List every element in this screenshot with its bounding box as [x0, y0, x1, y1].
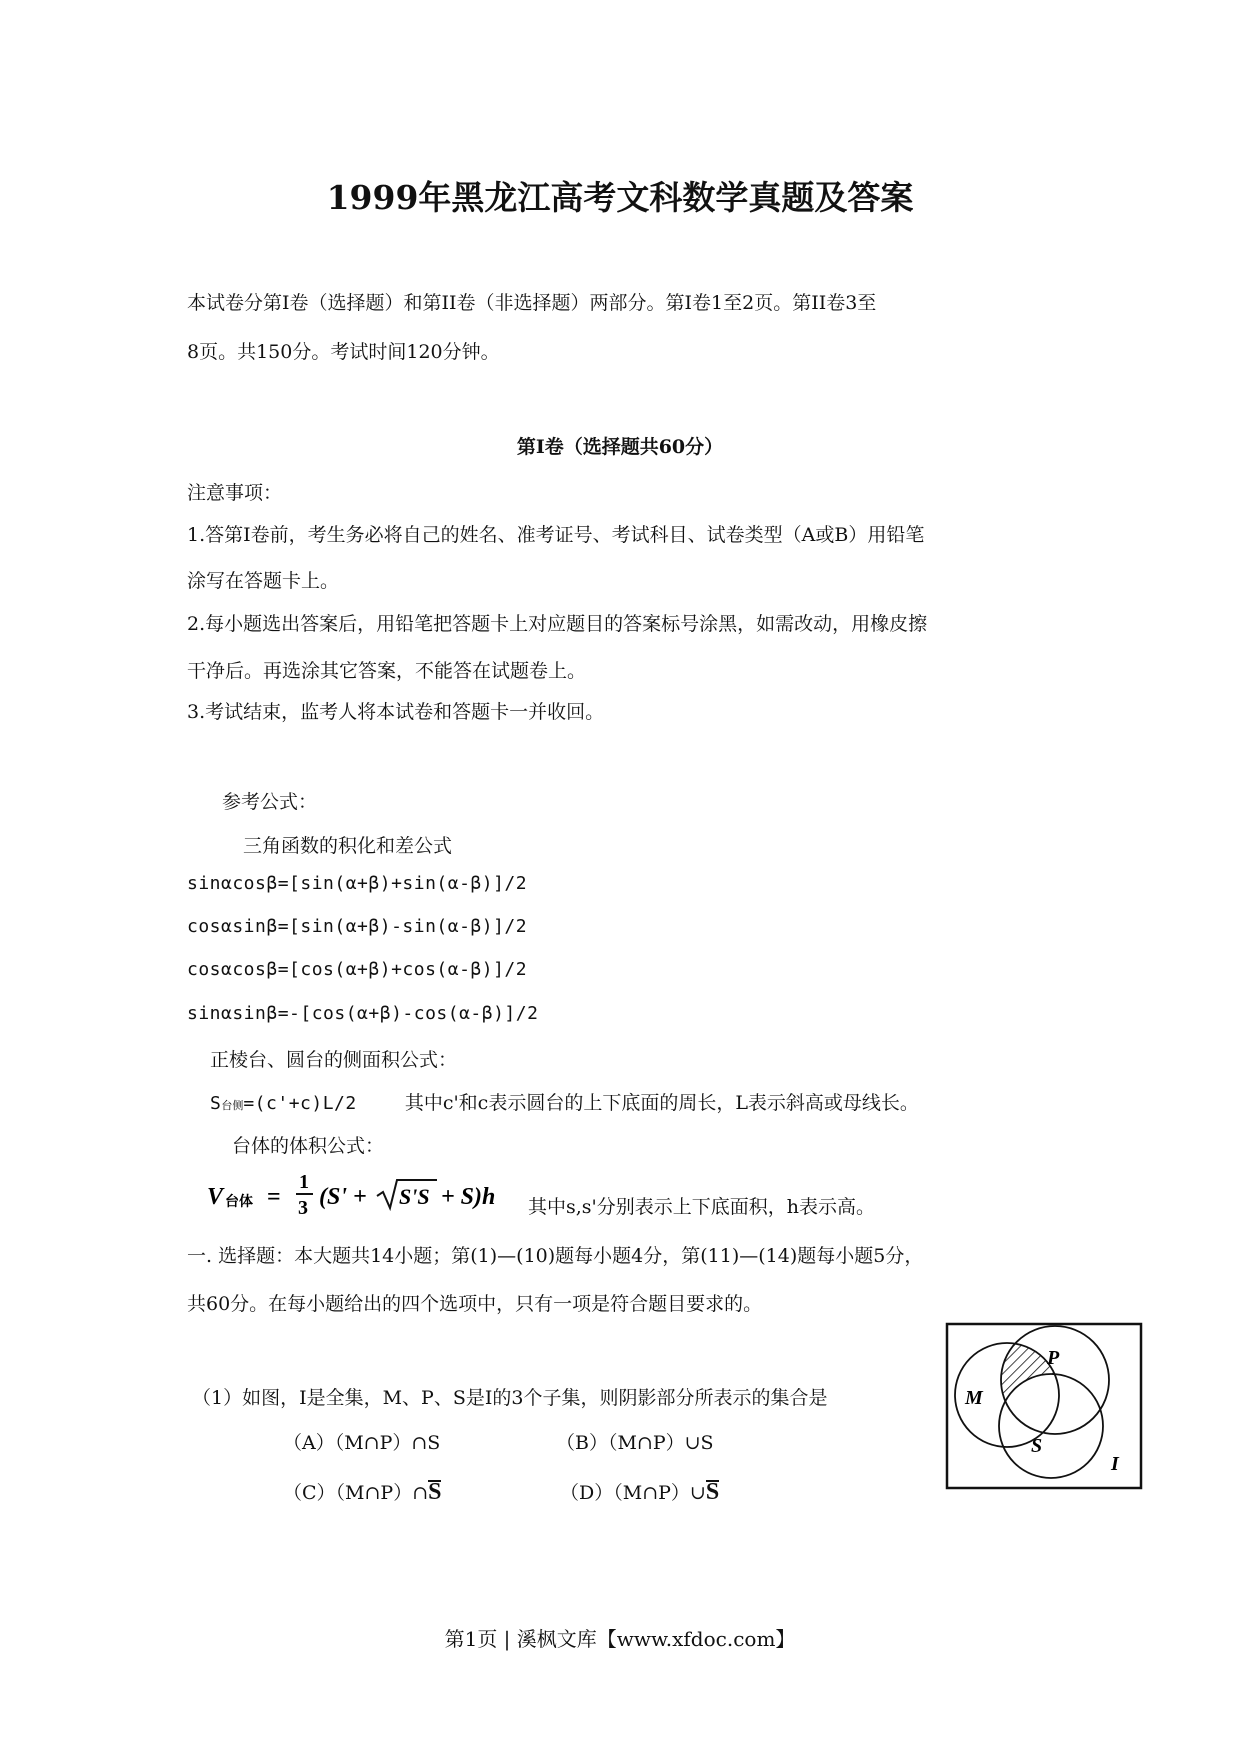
svg-text:1: 1	[299, 1171, 309, 1193]
svg-text:+ S)h: + S)h	[441, 1184, 496, 1210]
svg-text:=: =	[267, 1184, 281, 1210]
lateral-description: 其中c'和c表示圆台的上下底面的周长，L表示斜高或母线长。	[404, 1092, 919, 1114]
note-1-line-2: 涂写在答题卡上。	[187, 570, 340, 592]
label-i: I	[1111, 1453, 1119, 1475]
complement-s-d: S	[705, 1479, 720, 1505]
label-s: S	[1031, 1435, 1043, 1457]
trig-formula-3: cosαcosβ=[cos(α+β)+cos(α-β)]/2	[187, 959, 528, 980]
part1-line-2: 共60分。在每小题给出的四个选项中，只有一项是符合题目要求的。	[187, 1293, 763, 1315]
q1-option-b: （B）（M∩P）∪S	[556, 1432, 714, 1454]
lateral-subscript: 台侧	[221, 1099, 244, 1112]
lateral-area-formula	[210, 1088, 919, 1115]
svg-text:台体: 台体	[225, 1194, 253, 1210]
notes-heading: 注意事项：	[187, 482, 283, 504]
lateral-S: S	[210, 1093, 222, 1114]
formulas-heading: 参考公式：	[222, 791, 318, 813]
intro-line-2: 8页。共150分。考试时间120分钟。	[187, 341, 500, 363]
svg-text:(S' +: (S' +	[319, 1184, 367, 1210]
lateral-area-heading: 正棱台、圆台的侧面积公式：	[210, 1049, 458, 1071]
svg-text:V: V	[207, 1184, 224, 1210]
part1-line-1: 一. 选择题：本大题共14小题；第(1)—(10)题每小题4分，第(11)—(14)题每小题5分，	[187, 1245, 924, 1267]
svg-text:S'S: S'S	[399, 1184, 430, 1209]
q1-option-d-text: （D）（M∩P）∪	[560, 1482, 706, 1504]
note-2-line-2: 干净后。再选涂其它答案，不能答在试题卷上。	[187, 660, 587, 682]
q1-option-a: （A）（M∩P）∩S	[283, 1432, 441, 1454]
volume-heading: 台体的体积公式：	[232, 1135, 385, 1157]
trig-formula-4: sinαsinβ=-[cos(α+β)-cos(α-β)]/2	[187, 1003, 539, 1024]
trig-formula-2: cosαsinβ=[sin(α+β)-sin(α-β)]/2	[187, 916, 528, 937]
q1-option-c	[283, 1478, 441, 1506]
q1-option-d	[560, 1478, 719, 1506]
note-2-line-1: 2.每小题选出答案后，用铅笔把答题卡上对应题目的答案标号涂黑，如需改动，用橡皮擦	[187, 613, 928, 635]
note-1-line-1: 1.答第Ⅰ卷前，考生务必将自己的姓名、准考证号、考试科目、试卷类型（A或B）用铅笔	[187, 524, 925, 546]
label-p: P	[1047, 1347, 1060, 1369]
lateral-rest: =(c'+c)L/2	[243, 1093, 357, 1114]
svg-text:3: 3	[298, 1197, 308, 1219]
volume-description: 其中s,s'分别表示上下底面积，h表示高。	[528, 1196, 876, 1218]
section-title: 第Ⅰ卷（选择题共60分）	[516, 436, 724, 458]
trig-heading: 三角函数的积化和差公式	[243, 835, 453, 857]
q1-option-c-text: （C）（M∩P）∩	[283, 1482, 429, 1504]
intro-line-1: 本试卷分第Ⅰ卷（选择题）和第II卷（非选择题）两部分。第Ⅰ卷1至2页。第II卷3至	[187, 292, 877, 314]
document-title: 1999年黑龙江高考文科数学真题及答案	[326, 178, 914, 217]
volume-formula-image	[205, 1166, 527, 1222]
complement-s-c: S	[428, 1479, 442, 1505]
trig-formula-1: sinαcosβ=[sin(α+β)+sin(α-β)]/2	[187, 873, 528, 894]
q1-stem: （1）如图，I是全集，M、P、S是I的3个子集，则阴影部分所表示的集合是	[192, 1387, 828, 1409]
note-3: 3.考试结束，监考人将本试卷和答题卡一并收回。	[187, 701, 605, 723]
venn-diagram	[945, 1322, 1143, 1490]
label-m: M	[965, 1387, 983, 1409]
page-footer: 第1页 | 溪枫文库【www.xfdoc.com】	[444, 1627, 796, 1651]
